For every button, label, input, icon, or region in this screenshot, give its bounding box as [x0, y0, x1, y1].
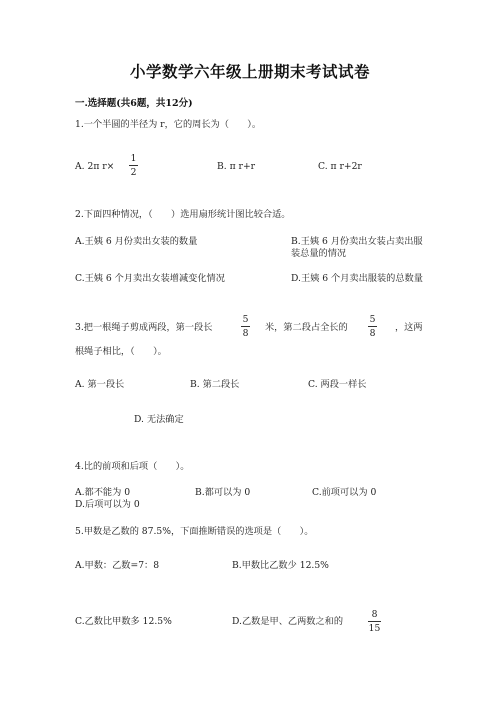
- question-4-stem: 4.比的前项和后项（ ）。: [75, 461, 190, 472]
- question-3-option-d: D. 无法确定: [134, 414, 184, 425]
- question-1-stem: 1.一个半圆的半径为 r，它的周长为（ ）。: [75, 119, 262, 130]
- question-2-option-b: B.王姨 6 月份卖出女装占卖出服装总量的情况: [291, 236, 423, 259]
- fraction-bar: [368, 621, 381, 622]
- question-1-option-a: A. 2π r×: [75, 161, 115, 172]
- question-5-stem: 5.甲数是乙数的 87.5%，下面推断错误的选项是（ ）。: [75, 526, 314, 537]
- question-3-stem-line2: 根绳子相比，（ ）。: [75, 346, 167, 357]
- fraction-bar: [368, 326, 377, 327]
- question-5-option-d-fraction: [368, 609, 381, 634]
- fraction-denominator: 8: [369, 328, 376, 339]
- question-1-option-b: B. π r+r: [217, 161, 256, 172]
- question-3-stem-part1: 3.把一根绳子剪成两段，第一段长: [75, 322, 213, 333]
- question-2-option-a: A.王姨 6 月份卖出女装的数量: [75, 236, 198, 247]
- fraction-numerator: 5: [242, 314, 249, 325]
- question-3-option-a: A. 第一段长: [75, 379, 125, 390]
- question-5-option-d: D.乙数是甲、乙两数之和的: [232, 616, 344, 627]
- fraction-numerator: 1: [130, 153, 137, 164]
- fraction-numerator: 8: [371, 609, 378, 620]
- question-3-fraction-1: [241, 314, 250, 339]
- question-4-option-b: B.都可以为 0: [195, 487, 251, 498]
- fraction-bar: [129, 165, 138, 166]
- question-2-stem: 2.下面四种情况，（ ）选用扇形统计图比较合适。: [75, 209, 291, 220]
- page-title: 小学数学六年级上册期末考试试卷: [129, 62, 370, 81]
- question-5-option-a: A.甲数：乙数=7：8: [75, 560, 160, 571]
- question-1-option-c: C. π r+2r: [318, 161, 362, 172]
- question-4-option-c: C.前项可以为 0: [312, 487, 377, 498]
- fraction-denominator: 15: [368, 623, 381, 634]
- question-3-option-b: B. 第二段长: [190, 379, 240, 390]
- fraction-denominator: 2: [130, 167, 137, 178]
- fraction-numerator: 5: [369, 314, 376, 325]
- question-3-fraction-2: [368, 314, 377, 339]
- question-4-option-a: A.都不能为 0: [75, 487, 131, 498]
- question-4-option-d: D.后项可以为 0: [75, 499, 140, 510]
- question-3-stem-part3: ，这两: [395, 322, 423, 333]
- question-2-option-c: C.王姨 6 个月卖出女装增减变化情况: [75, 273, 225, 284]
- question-2-option-d: D.王姨 6 个月卖出服装的总数量: [291, 273, 423, 284]
- question-5-option-b: B.甲数比乙数少 12.5%: [232, 560, 329, 571]
- fraction-bar: [241, 326, 250, 327]
- question-3-option-c: C. 两段一样长: [308, 379, 367, 390]
- section-heading: 一.选择题(共6题，共12分): [75, 98, 193, 109]
- question-3-stem-part2: 米，第二段占全长的: [265, 322, 348, 333]
- fraction-denominator: 8: [242, 328, 249, 339]
- question-1-option-a-fraction: [129, 153, 138, 178]
- question-5-option-c: C.乙数比甲数多 12.5%: [75, 616, 172, 627]
